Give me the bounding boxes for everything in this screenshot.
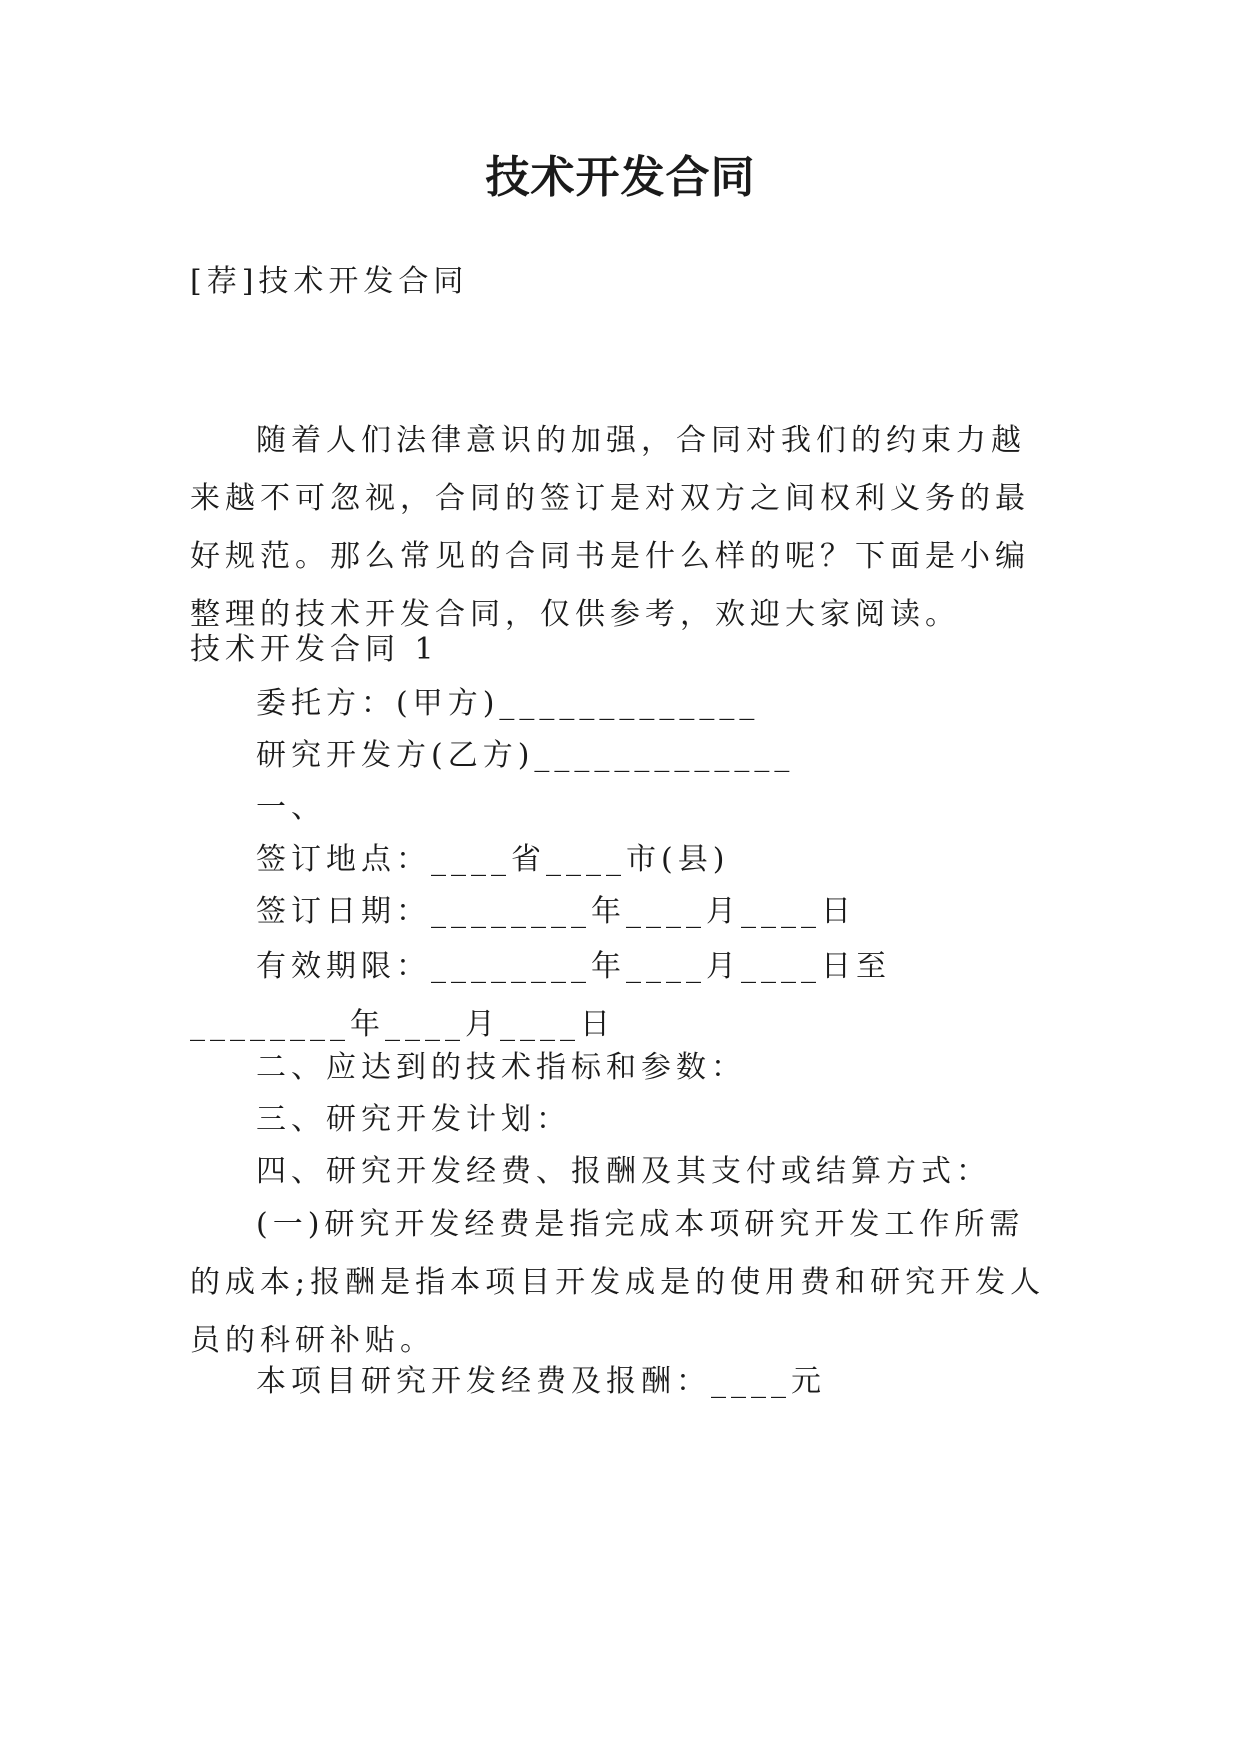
item-two-line: 二、应达到的技术指标和参数： xyxy=(256,1050,746,1085)
developer-party-line: 研究开发方(乙方)_____________ xyxy=(256,738,795,773)
sign-date-line: 签订日期：________年____月____日 xyxy=(256,894,856,929)
document-subtitle: [荐]技术开发合同 xyxy=(190,264,469,299)
item-four-one-paragraph: (一)研究开发经费是指完成本项研究开发工作所需的成本;报酬是指本项目开发成是的使用费和研究开发人员的科研补贴。 xyxy=(190,1207,1046,1358)
sign-place-line: 签订地点：____省____市(县) xyxy=(256,842,730,877)
section-heading: 技术开发合同 1 xyxy=(190,632,439,667)
validity-line: 有效期限：________年____月____日至________年____月____日 xyxy=(190,949,891,1042)
item-one-line: 一、 xyxy=(256,790,326,825)
client-party-line: 委托方：(甲方)_____________ xyxy=(256,686,760,721)
intro-paragraph: 随着人们法律意识的加强，合同对我们的约束力越来越不可忽视，合同的签订是对双方之间权利义务的最好规范。那么常见的合同书是什么样的呢？下面是小编整理的技术开发合同，仅供参考，欢迎大家阅读。 xyxy=(190,423,1030,632)
item-four-line: 四、研究开发经费、报酬及其支付或结算方式： xyxy=(256,1154,991,1189)
funding-line: 本项目研究开发经费及报酬：____元 xyxy=(256,1364,826,1399)
document-title: 技术开发合同 xyxy=(485,152,756,203)
item-three-line: 三、研究开发计划： xyxy=(256,1102,571,1137)
